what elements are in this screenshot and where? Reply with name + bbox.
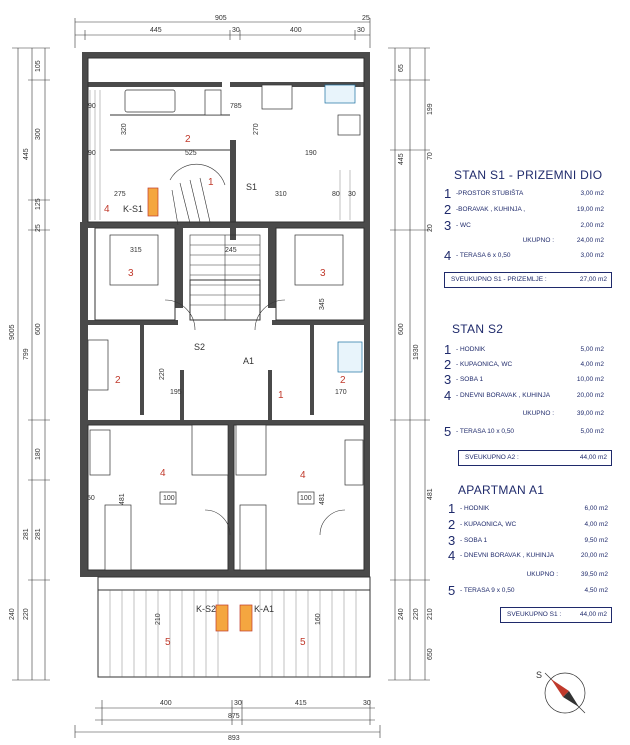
idim-2: 320 <box>121 123 128 135</box>
total-value: 44,00 m2 <box>579 611 607 618</box>
room-1-top: 1 <box>208 177 214 188</box>
dim-right-h: 481 <box>427 488 434 500</box>
item-num: 2 <box>444 202 452 217</box>
room-5-right: 5 <box>300 637 306 648</box>
idim-14: 220 <box>159 368 166 380</box>
item-area: 4,00 m2 <box>580 361 604 368</box>
dim-left-j: 240 <box>9 608 16 620</box>
item-num: 2 <box>444 357 452 372</box>
room-3-right: 3 <box>320 268 326 279</box>
total-label: SVEUKUPNO S1 : <box>507 611 562 618</box>
room-4-left: 4 <box>160 468 166 479</box>
dim-right-c: 199 <box>427 103 434 115</box>
label-ks2: K-S2 <box>196 604 217 614</box>
item-area: 6,00 m2 <box>584 505 608 512</box>
legend-s2-item <box>444 390 604 404</box>
dim-left-e: 25 <box>35 224 42 232</box>
idim-1: 785 <box>230 103 242 110</box>
north-arrow <box>545 673 585 713</box>
dim-right-d: 20 <box>427 224 434 232</box>
idim-10: 30 <box>348 191 356 198</box>
item-num: 3 <box>444 372 452 387</box>
legend-s1-title: STAN S1 - PRIZEMNI DIO <box>454 168 603 182</box>
legend-s2-subtotal <box>444 410 604 422</box>
idim-6: 190 <box>305 150 317 157</box>
dim-right-l: 650 <box>427 648 434 660</box>
legend-s1-item <box>444 220 604 234</box>
idim-19: 100 <box>163 495 175 502</box>
interior-lines <box>88 58 370 677</box>
dim-left-c: 125 <box>35 198 42 210</box>
idim-4: 270 <box>253 123 260 135</box>
dim-top-total: 905 <box>215 15 227 22</box>
chair-ka1 <box>240 605 252 631</box>
legend-a1-item <box>448 550 608 564</box>
idim-0: 90 <box>88 103 96 110</box>
table-top <box>205 90 221 115</box>
item-area: 3,00 m2 <box>580 252 604 259</box>
dim-right-i: 240 <box>398 608 405 620</box>
sofa-left <box>105 505 131 570</box>
item-label: - TERASA 6 x 0,50 <box>456 252 511 259</box>
room-4-right: 4 <box>300 470 306 481</box>
room-2-top: 2 <box>185 134 191 145</box>
subtotal-label: UKUPNO : <box>526 571 558 578</box>
item-label: - KUPAONICA, WC <box>456 361 513 368</box>
label-s1: S1 <box>246 182 258 192</box>
item-area: 4,00 m2 <box>584 521 608 528</box>
bath-left <box>88 340 108 390</box>
dim-bottom-d: 30 <box>363 700 371 707</box>
stove-top <box>338 115 360 135</box>
subtotal-value: 39,50 m2 <box>580 571 608 578</box>
idim-11: 315 <box>130 247 142 254</box>
sofa-right <box>240 505 266 570</box>
dim-right-a: 65 <box>398 64 405 72</box>
item-label: - TERASA 10 x 0,50 <box>456 428 515 435</box>
item-label: - HODNIK <box>456 346 486 353</box>
door-swings <box>165 300 345 535</box>
room-2-left: 2 <box>115 375 121 386</box>
idim-3: 525 <box>185 150 197 157</box>
item-num: 5 <box>448 583 456 598</box>
terrace-hatching <box>90 90 356 677</box>
label-ks1: K-S1 <box>123 204 144 214</box>
item-num: 3 <box>444 218 452 233</box>
item-num: 5 <box>444 424 452 439</box>
legend-s2-item <box>444 344 604 358</box>
dim-left-h: 180 <box>35 448 42 460</box>
room-5-left: 5 <box>165 637 171 648</box>
legend-a1-total <box>500 607 612 623</box>
item-area: 10,00 m2 <box>576 376 604 383</box>
item-area: 20,00 m2 <box>576 392 604 399</box>
legend-s1-subtotal <box>444 237 604 249</box>
item-area: 5,00 m2 <box>580 346 604 353</box>
item-num: 1 <box>448 501 456 516</box>
dim-top-b: 30 <box>232 27 240 34</box>
dining-right <box>236 425 266 475</box>
idim-21: 50 <box>87 495 95 502</box>
kitchen-top <box>262 85 292 109</box>
subtotal-value: 39,00 m2 <box>576 410 604 417</box>
item-label: - DNEVNI BORAVAK , KUHINJA <box>460 552 555 559</box>
legend-s1-total <box>444 272 612 288</box>
dim-right-k: 210 <box>427 608 434 620</box>
idim-17: 481 <box>119 493 126 505</box>
item-label: - SOBA 1 <box>460 537 488 544</box>
subtotal-label: UKUPNO : <box>522 237 554 244</box>
idim-23: 160 <box>315 613 322 625</box>
sofa-top <box>125 90 175 112</box>
item-area: 19,00 m2 <box>576 206 604 213</box>
item-num: 4 <box>444 248 452 263</box>
label-s2: S2 <box>194 342 206 352</box>
item-label: - SOBA 1 <box>456 376 484 383</box>
subtotal-label: UKUPNO : <box>522 410 554 417</box>
furniture <box>88 85 363 631</box>
legend-a1-item <box>448 503 608 517</box>
subtotal-value: 24,00 m2 <box>576 237 604 244</box>
dim-left-f: 799 <box>23 348 30 360</box>
total-value: 27,00 m2 <box>579 276 607 283</box>
dim-right-g: 600 <box>398 323 405 335</box>
bath-top <box>325 85 355 103</box>
legend-s2-item <box>444 359 604 373</box>
dim-top-d: 30 <box>357 27 365 34</box>
legend-a1-terrace <box>448 585 608 599</box>
dim-top-e: 25 <box>362 15 370 22</box>
legend-s1-item <box>444 204 604 218</box>
dim-left-d: 300 <box>35 128 42 140</box>
item-num: 1 <box>444 186 452 201</box>
item-num: 3 <box>448 533 456 548</box>
item-area: 3,00 m2 <box>580 190 604 197</box>
bed-left <box>110 235 158 285</box>
legend-s2-terrace <box>444 426 604 440</box>
idim-20: 100 <box>300 495 312 502</box>
room-3-left: 3 <box>128 268 134 279</box>
item-label: -PROSTOR STUBIŠTA <box>456 190 524 197</box>
idim-12: 245 <box>225 247 237 254</box>
item-area: 5,00 m2 <box>580 428 604 435</box>
idim-18: 481 <box>319 493 326 505</box>
legend-s2-item <box>444 374 604 388</box>
total-label: SVEUKUPNO S1 - PRIZEMLJE : <box>451 276 547 283</box>
bed-right <box>295 235 343 285</box>
legend-a1-item <box>448 519 608 533</box>
idim-15: 195 <box>170 389 182 396</box>
dim-right-e: 70 <box>427 152 434 160</box>
idim-8: 310 <box>275 191 287 198</box>
left-dimension-lines <box>12 48 50 680</box>
dining-left <box>192 425 228 475</box>
idim-13: 345 <box>319 298 326 310</box>
total-value: 44,00 m2 <box>579 454 607 461</box>
top-dimension-lines <box>75 18 370 48</box>
item-area: 20,00 m2 <box>580 552 608 559</box>
item-num: 4 <box>448 548 456 563</box>
item-num: 2 <box>448 517 456 532</box>
dim-right-f: 1930 <box>413 344 420 360</box>
item-label: - HODNIK <box>460 505 490 512</box>
item-label: - WC <box>456 222 471 229</box>
kitchen-right <box>345 440 363 485</box>
legend-a1-item <box>448 535 608 549</box>
idim-16: 170 <box>335 389 347 396</box>
item-label: - DNEVNI BORAVAK , KUHINJA <box>456 392 551 399</box>
legend-s1-item <box>444 188 604 202</box>
dim-top-c: 400 <box>290 27 302 34</box>
item-area: 4,50 m2 <box>584 587 608 594</box>
idim-7: 275 <box>114 191 126 198</box>
dim-bottom-f: 893 <box>228 735 240 742</box>
dim-left-i: 281 <box>23 528 30 540</box>
chair-ks1 <box>148 188 158 216</box>
item-label: - KUPAONICA, WC <box>460 521 517 528</box>
dim-left-g: 9005 <box>9 324 16 340</box>
item-label: -BORAVAK , KUHINJA , <box>456 206 526 213</box>
idim-5: 90 <box>88 150 96 157</box>
dim-bottom-e: 875 <box>228 713 240 720</box>
dim-left-l: 281 <box>35 528 42 540</box>
dim-bottom-c: 415 <box>295 700 307 707</box>
legend-s2-total <box>458 450 612 466</box>
legend-a1-subtotal <box>448 571 608 583</box>
legend-a1-title: APARTMAN A1 <box>458 483 545 497</box>
dim-top-a: 445 <box>150 27 162 34</box>
label-a1: A1 <box>243 356 255 366</box>
idim-9: 80 <box>332 191 340 198</box>
room-4-top: 4 <box>104 204 110 215</box>
room-1-mid: 1 <box>278 390 284 401</box>
label-ka1: K-A1 <box>254 604 275 614</box>
legend-s1-terrace <box>444 250 604 264</box>
dim-right-j: 220 <box>413 608 420 620</box>
dim-left-a: 105 <box>35 60 42 72</box>
chair-ks2 <box>216 605 228 631</box>
kitchen-left <box>90 430 110 475</box>
legend-s2-title: STAN S2 <box>452 322 504 336</box>
dim-bottom-a: 400 <box>160 700 172 707</box>
right-dimension-lines <box>388 48 430 680</box>
total-label: SVEUKUPNO A2 : <box>465 454 519 461</box>
idim-22: 210 <box>155 613 162 625</box>
item-area: 2,00 m2 <box>580 222 604 229</box>
item-num: 4 <box>444 388 452 403</box>
shower-right <box>338 342 362 372</box>
dim-left-b: 445 <box>23 148 30 160</box>
item-num: 1 <box>444 342 452 357</box>
item-area: 9,50 m2 <box>584 537 608 544</box>
dim-bottom-b: 30 <box>234 700 242 707</box>
item-label: - TERASA 9 x 0,50 <box>460 587 515 594</box>
north-label: S <box>536 670 543 680</box>
dim-left-m: 220 <box>23 608 30 620</box>
dim-right-b: 445 <box>398 153 405 165</box>
dim-left-k: 600 <box>35 323 42 335</box>
room-2-right: 2 <box>340 375 346 386</box>
